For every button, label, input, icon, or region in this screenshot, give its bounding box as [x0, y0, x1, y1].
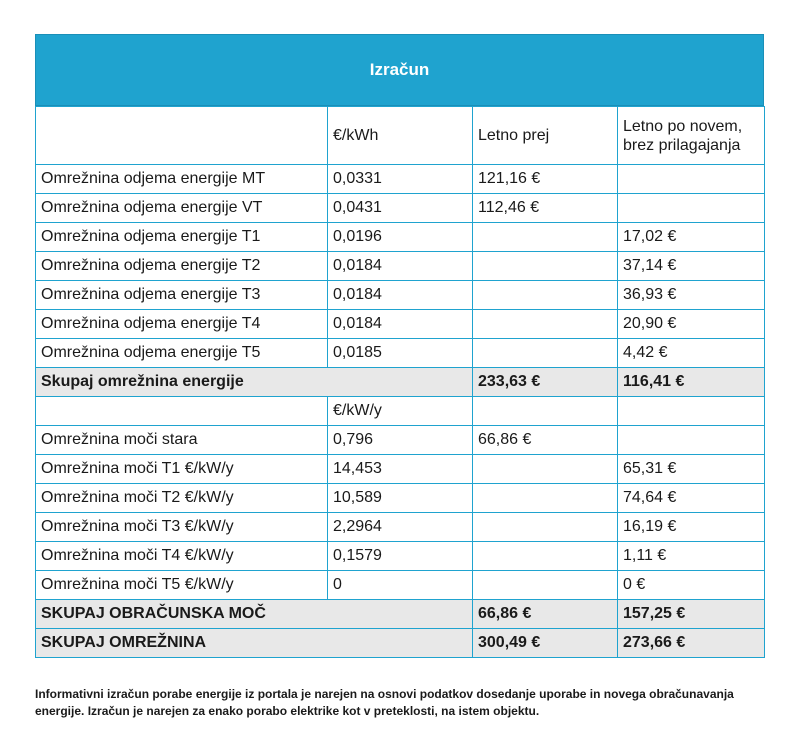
row-after: 65,31 €: [618, 455, 765, 484]
energy-total-row: [36, 368, 765, 397]
table-row: [36, 281, 765, 310]
table-row: [36, 223, 765, 252]
row-label: Omrežnina moči T1 €/kW/y: [36, 455, 328, 484]
row-rate: 0,1579: [328, 542, 473, 571]
row-after: 16,19 €: [618, 513, 765, 542]
table-row: [36, 455, 765, 484]
row-label: Omrežnina moči T4 €/kW/y: [36, 542, 328, 571]
table-row: [36, 339, 765, 368]
row-label: Omrežnina odjema energije T2: [36, 252, 328, 281]
table-row: [36, 165, 765, 194]
row-label: Omrežnina odjema energije T1: [36, 223, 328, 252]
row-after: 17,02 €: [618, 223, 765, 252]
grand-total-before: 300,49 €: [473, 629, 618, 658]
row-after: 1,11 €: [618, 542, 765, 571]
header-after: Letno po novem, brez prilagajanja: [618, 107, 765, 165]
row-label: Omrežnina odjema energije VT: [36, 194, 328, 223]
row-rate: 2,2964: [328, 513, 473, 542]
row-rate: 0,0431: [328, 194, 473, 223]
row-after: [618, 165, 765, 194]
row-rate: 0,0184: [328, 310, 473, 339]
row-rate: 0,0184: [328, 281, 473, 310]
power-unit-label: €/kW/y: [328, 397, 473, 426]
row-after: [618, 426, 765, 455]
row-before: [473, 484, 618, 513]
row-rate: 0,0331: [328, 165, 473, 194]
row-before: [473, 310, 618, 339]
row-rate: 14,453: [328, 455, 473, 484]
header-unit: €/kWh: [328, 107, 473, 165]
row-label: Omrežnina odjema energije T5: [36, 339, 328, 368]
row-before: [473, 223, 618, 252]
row-rate: 10,589: [328, 484, 473, 513]
power-total-before: 66,86 €: [473, 600, 618, 629]
grand-total-after: 273,66 €: [618, 629, 765, 658]
row-label: Omrežnina odjema energije T4: [36, 310, 328, 339]
grand-total-label: SKUPAJ OMREŽNINA: [36, 629, 473, 658]
power-unit-blank: [618, 397, 765, 426]
row-before: [473, 542, 618, 571]
power-total-after: 157,25 €: [618, 600, 765, 629]
table-row: [36, 484, 765, 513]
table-title: Izračun: [35, 34, 764, 106]
row-before: 112,46 €: [473, 194, 618, 223]
table-row: [36, 513, 765, 542]
row-before: [473, 339, 618, 368]
row-before: [473, 513, 618, 542]
table-row: [36, 252, 765, 281]
row-before: 121,16 €: [473, 165, 618, 194]
header-before: Letno prej: [473, 107, 618, 165]
row-after: 36,93 €: [618, 281, 765, 310]
row-label: Omrežnina moči stara: [36, 426, 328, 455]
row-before: [473, 252, 618, 281]
row-after: 74,64 €: [618, 484, 765, 513]
table-row: [36, 542, 765, 571]
calculation-card: [35, 34, 764, 658]
row-after: 20,90 €: [618, 310, 765, 339]
energy-total-after: 116,41 €: [618, 368, 765, 397]
row-rate: 0,0184: [328, 252, 473, 281]
row-label: Omrežnina moči T2 €/kW/y: [36, 484, 328, 513]
row-rate: 0: [328, 571, 473, 600]
power-total-label: SKUPAJ OBRAČUNSKA MOČ: [36, 600, 473, 629]
row-after: 4,42 €: [618, 339, 765, 368]
row-before: [473, 571, 618, 600]
footnote: Informativni izračun porabe energije iz portala je narejen na osnovi podatkov dosedanje uporabe in novega obračunavanja energije. Izračun je narejen za enako porabo elektrike kot v preteklosti, na istem objektu.: [35, 687, 734, 718]
row-before: [473, 281, 618, 310]
row-rate: 0,796: [328, 426, 473, 455]
power-unit-blank: [473, 397, 618, 426]
energy-total-before: 233,63 €: [473, 368, 618, 397]
row-rate: 0,0196: [328, 223, 473, 252]
table-row: [36, 426, 765, 455]
table-row: [36, 571, 765, 600]
row-label: Omrežnina moči T3 €/kW/y: [36, 513, 328, 542]
header-row: [36, 107, 765, 165]
table-row: [36, 194, 765, 223]
row-after: 37,14 €: [618, 252, 765, 281]
power-total-row: [36, 600, 765, 629]
row-rate: 0,0185: [328, 339, 473, 368]
header-label: [36, 107, 328, 165]
row-after: 0 €: [618, 571, 765, 600]
energy-total-label: Skupaj omrežnina energije: [36, 368, 473, 397]
row-label: Omrežnina odjema energije T3: [36, 281, 328, 310]
row-label: Omrežnina moči T5 €/kW/y: [36, 571, 328, 600]
table-row: [36, 310, 765, 339]
grand-total-row: [36, 629, 765, 658]
row-before: 66,86 €: [473, 426, 618, 455]
calculation-table: [35, 106, 765, 658]
row-label: Omrežnina odjema energije MT: [36, 165, 328, 194]
row-before: [473, 455, 618, 484]
power-unit-blank: [36, 397, 328, 426]
power-unit-row: [36, 397, 765, 426]
row-after: [618, 194, 765, 223]
